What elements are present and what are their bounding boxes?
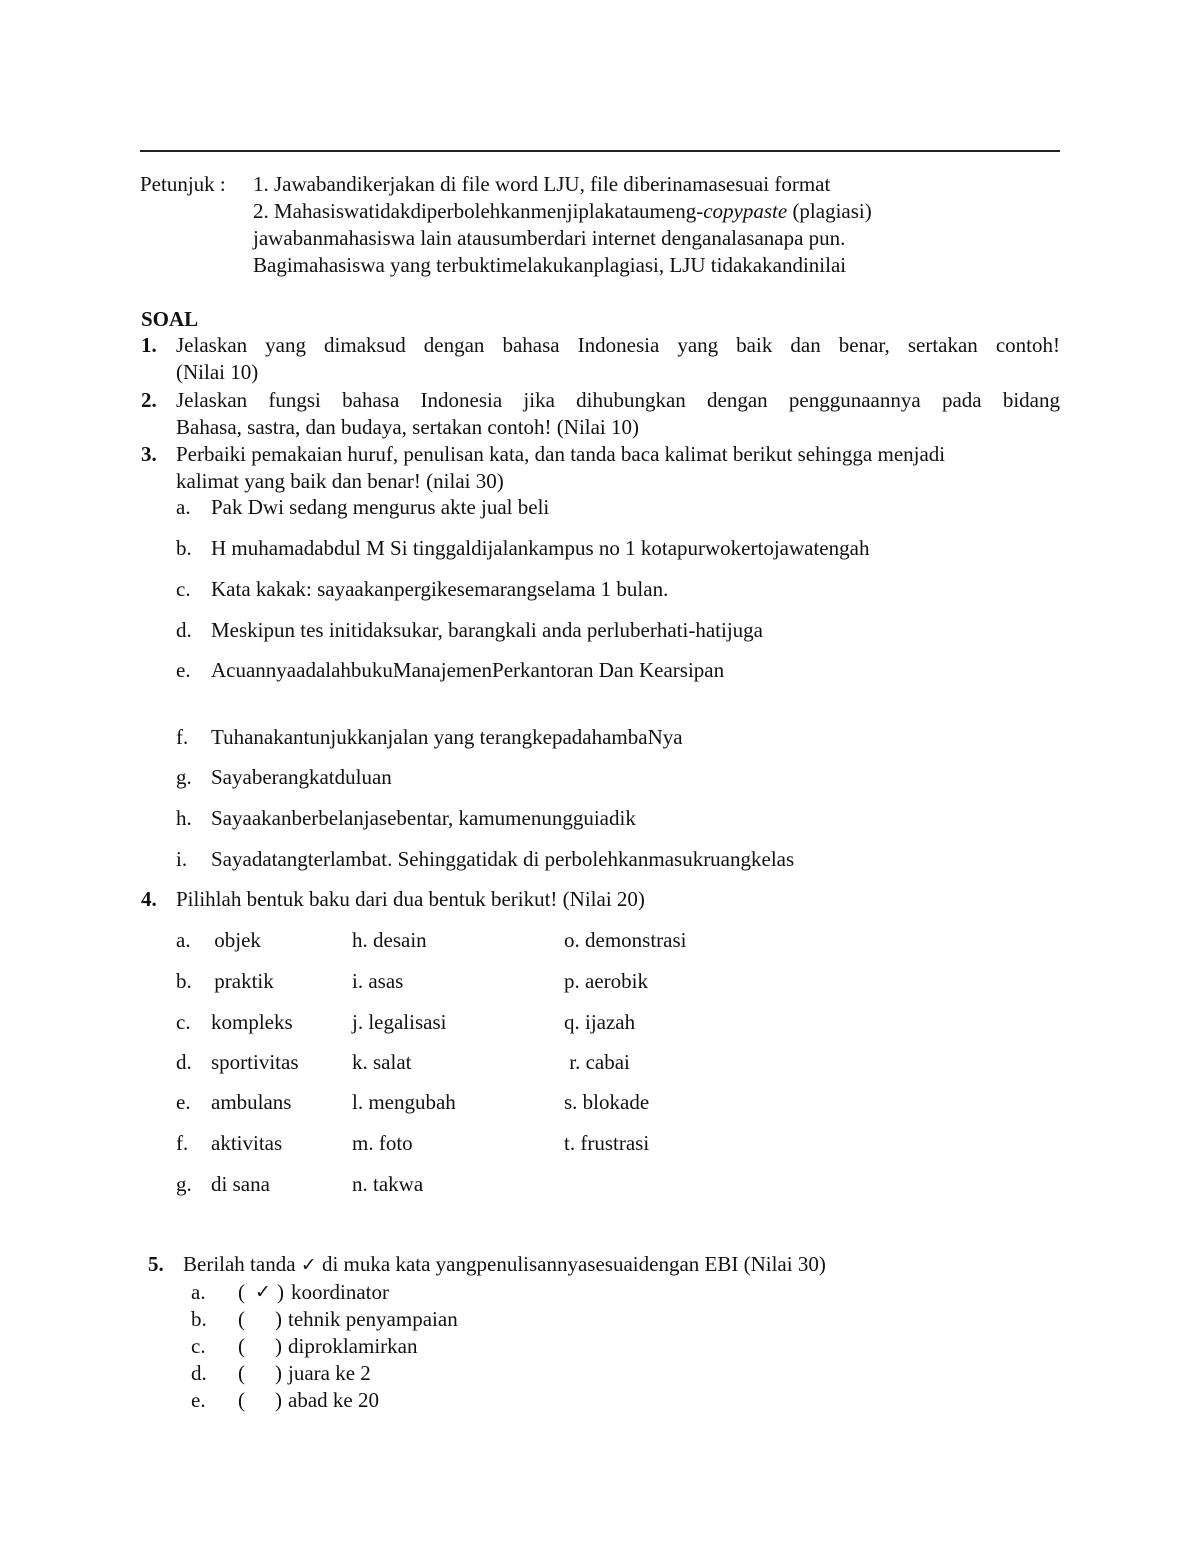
q3-item-f-letter: f. xyxy=(176,725,189,749)
q4-col1-f-letter: f. xyxy=(176,1131,189,1155)
q3-line-1: Perbaiki pemakaian huruf, penulisan kata, dan tanda baca kalimat berikut sehingga menjadi xyxy=(176,442,946,466)
q3-item-i-text: Sayadatangterlambat. Sehinggatidak di perbolehkanmasukruangkelas xyxy=(211,847,795,871)
q3-item-g-text: Sayaberangkatduluan xyxy=(211,765,392,789)
header-rule xyxy=(140,150,1060,152)
q4-col2-i: i. asas xyxy=(352,969,404,993)
q4-col2-j: j. legalisasi xyxy=(352,1010,447,1034)
q3-line-2: kalimat yang baik dan benar! (nilai 30) xyxy=(176,469,504,493)
q5-item-e-open: ( xyxy=(238,1388,245,1412)
q4-col1-c-letter: c. xyxy=(176,1010,191,1034)
q3-item-c-text: Kata kakak: sayaakanpergikesemarangselama 1 bulan. xyxy=(211,577,669,601)
q4-col2-n: n. takwa xyxy=(352,1172,424,1196)
q2-line-1: Jelaskan fungsi bahasa Indonesia jika dihubungkan dengan penggunaannya pada bidang xyxy=(176,388,1060,412)
q5-item-b-open: ( xyxy=(238,1307,245,1331)
q4-number: 4. xyxy=(141,887,157,911)
instruction-item-2-text: 2. Mahasiswatidakdiperbolehkanmenjiplakataumeng- xyxy=(253,199,704,223)
q3-item-h-text: Sayaakanberbelanjasebentar, kamumenungguiadik xyxy=(211,806,636,830)
q5-item-a-word: koordinator xyxy=(291,1280,389,1304)
q2-number: 2. xyxy=(141,388,157,412)
check-mark-icon: ✓ xyxy=(300,1254,317,1276)
q3-item-h-letter: h. xyxy=(176,806,192,830)
q4-text: Pilihlah bentuk baku dari dua bentuk berikut! (Nilai 20) xyxy=(176,887,645,911)
q4-col1-g-word: di sana xyxy=(211,1172,270,1196)
q4-col1-a-word: objek xyxy=(209,928,261,952)
q4-col1-f-word: aktivitas xyxy=(211,1131,283,1155)
q4-col3-p: p. aerobik xyxy=(564,969,648,993)
q3-item-b-text: H muhamadabdul M Si tinggaldijalankampus no 1 kotapurwokertojawatengah xyxy=(211,536,870,560)
q2-line-2: Bahasa, sastra, dan budaya, sertakan contoh! (Nilai 10) xyxy=(176,415,640,439)
q3-item-d-letter: d. xyxy=(176,618,192,642)
q5-item-b-close: ) xyxy=(275,1307,282,1331)
q5-item-e-letter: e. xyxy=(191,1388,206,1412)
q5-number: 5. xyxy=(148,1252,164,1276)
q4-col3-o: o. demonstrasi xyxy=(564,928,687,952)
q3-item-a-text: Pak Dwi sedang mengurus akte jual beli xyxy=(211,495,550,519)
instruction-line-4: Bagimahasiswa yang terbuktimelakukanplagiasi, LJU tidakakandinilai xyxy=(253,253,847,277)
q5-item-e-close: ) xyxy=(275,1388,282,1412)
instruction-item-2-tail: (plagiasi) xyxy=(787,199,872,223)
q4-col1-e-letter: e. xyxy=(176,1090,191,1114)
q5-text-pre: Berilah tanda xyxy=(183,1252,296,1276)
q3-number: 3. xyxy=(141,442,157,466)
q4-col1-e-word: ambulans xyxy=(211,1090,292,1114)
q5-text xyxy=(183,1252,826,1277)
q4-col3-r: r. cabai xyxy=(564,1050,630,1074)
q3-item-e-text: AcuannyaadalahbukuManajemenPerkantoran Dan Kearsipan xyxy=(211,658,725,682)
instructions-label: Petunjuk : xyxy=(140,172,226,196)
q5-item-b-word: tehnik penyampaian xyxy=(288,1307,458,1331)
q1-line-1: Jelaskan yang dimaksud dengan bahasa Indonesia yang baik dan benar, sertakan contoh! xyxy=(176,333,1060,357)
q4-col3-q: q. ijazah xyxy=(564,1010,636,1034)
q3-item-c-letter: c. xyxy=(176,577,191,601)
q5-item-c-letter: c. xyxy=(191,1334,206,1358)
q4-col3-t: t. frustrasi xyxy=(564,1131,650,1155)
q3-item-a-letter: a. xyxy=(176,495,191,519)
q5-item-c-word: diproklamirkan xyxy=(288,1334,418,1358)
q4-col1-d-letter: d. xyxy=(176,1050,192,1074)
q5-item-b-letter: b. xyxy=(191,1307,207,1331)
q3-item-b-letter: b. xyxy=(176,536,192,560)
instruction-line-3: jawabanmahasiswa lain atausumberdari internet denganalasanapa pun. xyxy=(253,226,846,250)
q4-col2-l: l. mengubah xyxy=(352,1090,456,1114)
q5-item-a-open: ( xyxy=(238,1280,245,1304)
q4-col1-b-letter: b. xyxy=(176,969,192,993)
instruction-item-2 xyxy=(253,199,872,224)
q1-number: 1. xyxy=(141,333,157,357)
q4-col1-c-word: kompleks xyxy=(211,1010,293,1034)
q4-col1-g-letter: g. xyxy=(176,1172,192,1196)
q4-col1-a-letter: a. xyxy=(176,928,191,952)
instruction-item-1: 1. Jawabandikerjakan di file word LJU, file diberinamasesuai format xyxy=(253,172,831,196)
q3-item-f-text: Tuhanakantunjukkanjalan yang terangkepadahambaNya xyxy=(211,725,683,749)
q5-item-d-word: juara ke 2 xyxy=(288,1361,371,1385)
q4-col3-s: s. blokade xyxy=(564,1090,650,1114)
q5-item-e-word: abad ke 20 xyxy=(288,1388,379,1412)
q4-col2-k: k. salat xyxy=(352,1050,412,1074)
q3-item-e-letter: e. xyxy=(176,658,191,682)
q3-item-g-letter: g. xyxy=(176,765,192,789)
q5-item-d-open: ( xyxy=(238,1361,245,1385)
q5-item-d-close: ) xyxy=(275,1361,282,1385)
q5-text-post: di muka kata yangpenulisannyasesuaidengan EBI (Nilai 30) xyxy=(321,1252,826,1276)
q5-item-a-letter: a. xyxy=(191,1280,206,1304)
q5-item-a-close: ) xyxy=(277,1280,284,1304)
q5-item-c-close: ) xyxy=(275,1334,282,1358)
q5-item-a-check-icon: ✓ xyxy=(255,1281,271,1303)
q3-item-i-letter: i. xyxy=(176,847,188,871)
q4-col2-m: m. foto xyxy=(352,1131,413,1155)
q4-col2-h: h. desain xyxy=(352,928,427,952)
q5-item-c-open: ( xyxy=(238,1334,245,1358)
q1-line-2: (Nilai 10) xyxy=(176,360,259,384)
q5-item-d-letter: d. xyxy=(191,1361,207,1385)
soal-title: SOAL xyxy=(141,307,199,331)
q4-col1-b-word: praktik xyxy=(209,969,274,993)
q3-item-d-text: Meskipun tes initidaksukar, barangkali anda perluberhati-hatijuga xyxy=(211,618,763,642)
q4-col1-d-word: sportivitas xyxy=(211,1050,299,1074)
instruction-item-2-italic: copypaste xyxy=(703,199,788,223)
